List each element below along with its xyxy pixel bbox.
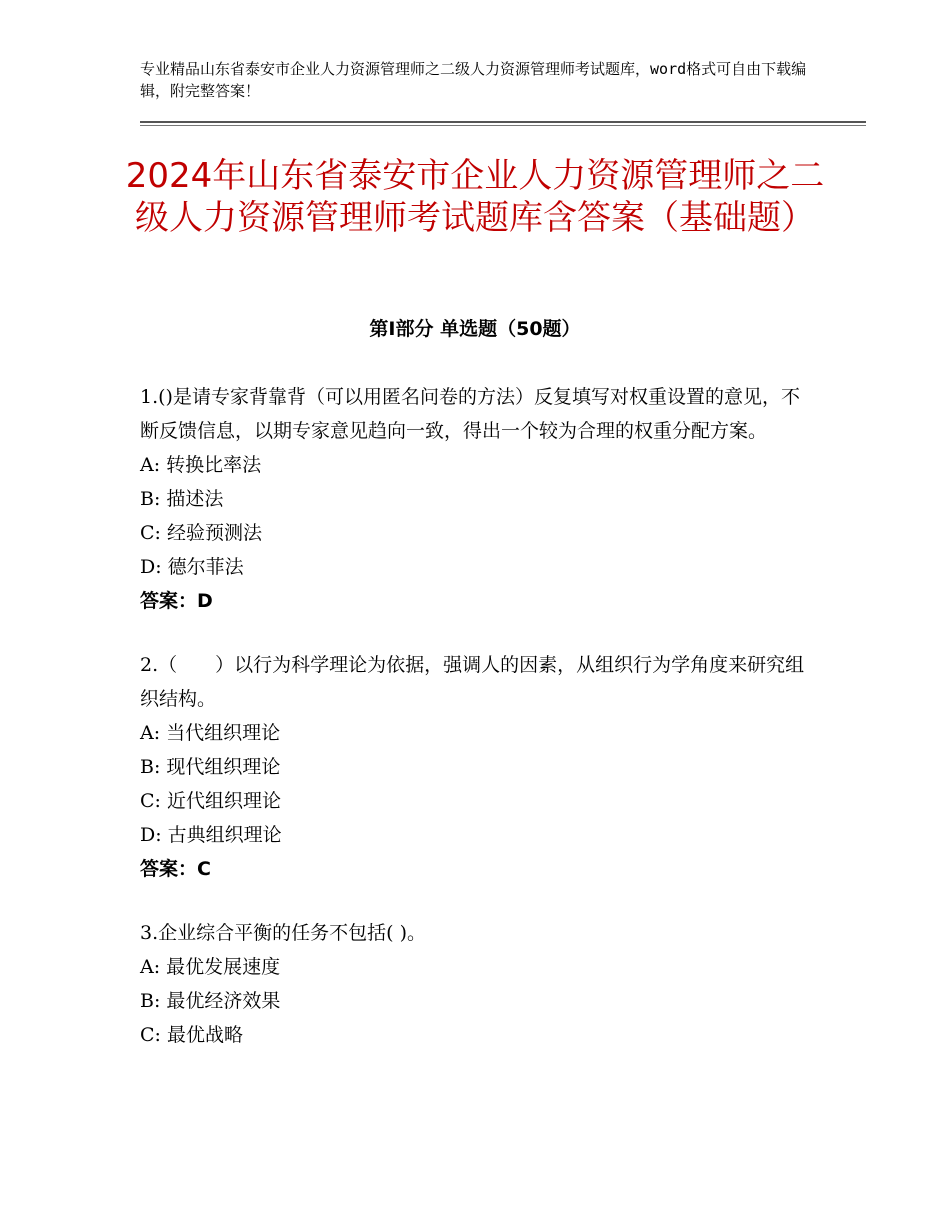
question-text: 1.()是请专家背靠背（可以用匿名问卷的方法）反复填写对权重设置的意见，不断反馈信息，以期专家意见趋向一致，得出一个较为合理的权重分配方案。	[140, 386, 800, 442]
question-2	[140, 648, 810, 886]
option-a: A: 最优发展速度	[140, 956, 281, 978]
option-c: C: 最优战略	[140, 1024, 243, 1046]
section-heading: 第Ⅰ部分 单选题（50题）	[369, 318, 581, 340]
question-text: 3.企业综合平衡的任务不包括( )。	[140, 922, 426, 944]
option-b: B: 描述法	[140, 488, 224, 510]
option-d: D: 德尔菲法	[140, 556, 244, 578]
header-note: 专业精品山东省泰安市企业人力资源管理师之二级人力资源管理师考试题库，word格式可自由下载编辑，附完整答案！	[140, 60, 807, 100]
document-title: 2024年山东省泰安市企业人力资源管理师之二级人力资源管理师考试题库含答案（基础题）	[125, 156, 825, 238]
option-a: A: 转换比率法	[140, 454, 262, 476]
header-rule-thin	[140, 125, 866, 126]
header-rule-thick	[140, 121, 866, 123]
question-text: 2.（ ）以行为科学理论为依据，强调人的因素，从组织行为学角度来研究组织结构。	[140, 654, 805, 710]
question-3	[140, 916, 810, 1052]
option-c: C: 近代组织理论	[140, 790, 281, 812]
option-a: A: 当代组织理论	[140, 722, 281, 744]
option-c: C: 经验预测法	[140, 522, 262, 544]
answer-line: 答案：D	[140, 590, 213, 612]
option-b: B: 现代组织理论	[140, 756, 281, 778]
option-b: B: 最优经济效果	[140, 990, 281, 1012]
option-d: D: 古典组织理论	[140, 824, 282, 846]
question-1	[140, 380, 810, 618]
question-list	[140, 380, 810, 1082]
answer-line: 答案：C	[140, 858, 211, 880]
